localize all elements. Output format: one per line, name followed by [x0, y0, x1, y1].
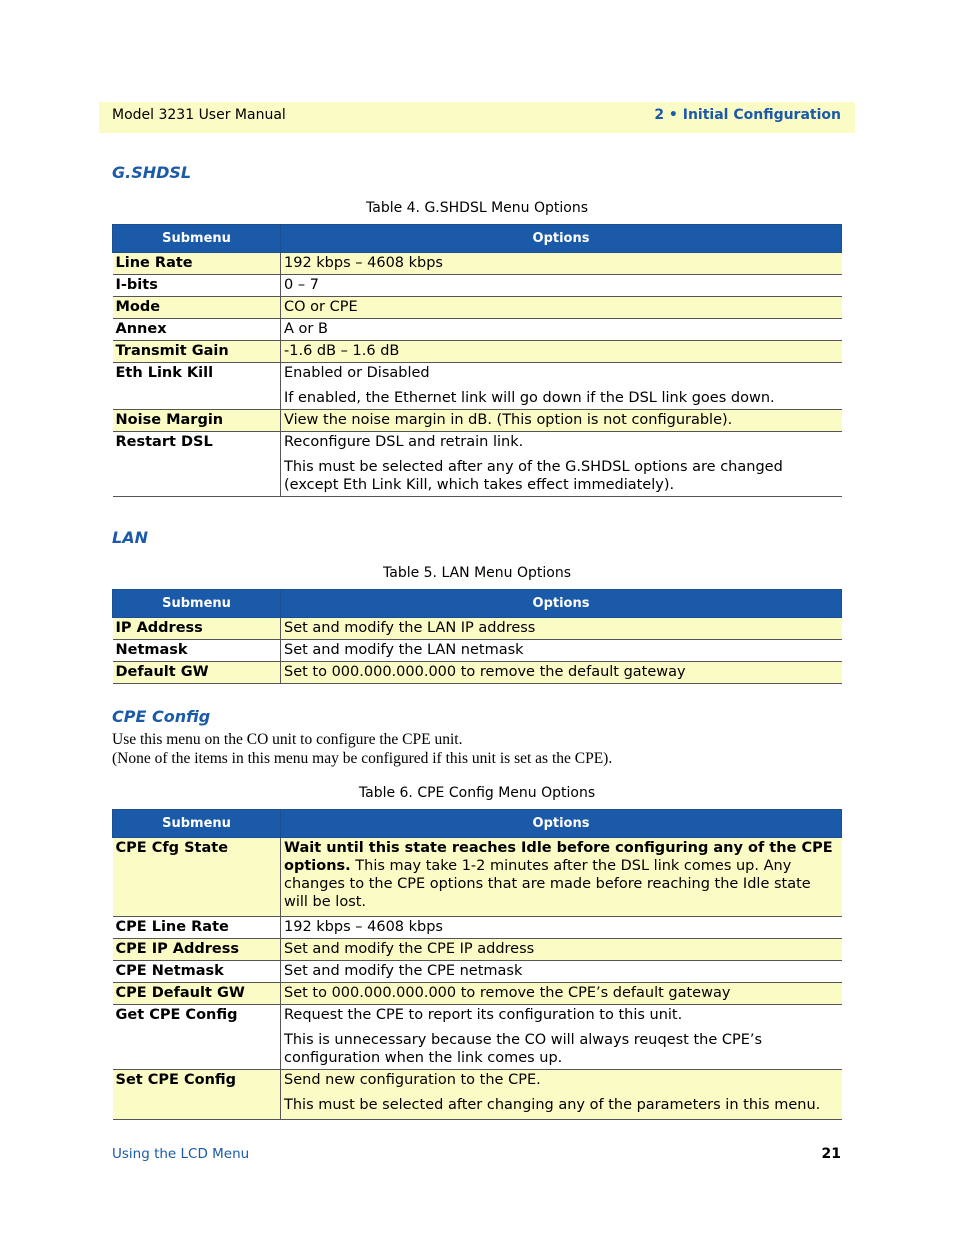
- row-desc-text: -1.6 dB – 1.6 dB: [284, 343, 400, 359]
- row-desc-text: Enabled or Disabled: [284, 365, 430, 381]
- row-desc-text: Set and modify the CPE IP address: [284, 941, 535, 957]
- column-header-options: Options: [281, 810, 842, 838]
- table-row: [113, 961, 842, 983]
- row-name: IP Address: [113, 618, 281, 640]
- row-desc-text: [284, 839, 839, 911]
- row-desc-text: Set and modify the LAN netmask: [284, 642, 524, 658]
- table-row: [113, 297, 842, 319]
- row-desc-text: 192 kbps – 4608 kbps: [284, 255, 443, 271]
- header-manual-title: Model 3231 User Manual: [112, 107, 286, 123]
- row-desc-text: Set to 000.000.000.000 to remove the CPE’s default gateway: [284, 985, 731, 1001]
- row-desc-rest: This may take 1-2 minutes after the DSL link comes up. Any changes to the CPE options that are made before reaching the Idle state will be lost.: [284, 858, 811, 910]
- row-desc: [281, 1070, 842, 1120]
- row-desc-warning: Wait until this state reaches Idle before configuring any of the CPE options.: [284, 840, 833, 874]
- row-desc: [281, 410, 842, 432]
- table-caption-lan: Table 5. LAN Menu Options: [383, 565, 571, 581]
- row-name: Mode: [113, 297, 281, 319]
- row-name: Get CPE Config: [113, 1005, 281, 1070]
- row-desc: [281, 939, 842, 961]
- row-desc-text: Send new configuration to the CPE.: [284, 1072, 541, 1088]
- table-row: [113, 1005, 842, 1070]
- table-header-row: [113, 225, 842, 253]
- row-name: Set CPE Config: [113, 1070, 281, 1120]
- row-desc: [281, 838, 842, 917]
- row-name: CPE Netmask: [113, 961, 281, 983]
- row-desc: [281, 1005, 842, 1070]
- row-name: Noise Margin: [113, 410, 281, 432]
- row-desc-text: Reconfigure DSL and retrain link.: [284, 434, 524, 450]
- table-caption-cpe: Table 6. CPE Config Menu Options: [358, 785, 596, 801]
- row-name: Eth Link Kill: [113, 363, 281, 410]
- section-heading-gshdsl: G.SHDSL: [112, 163, 192, 182]
- row-name: Transmit Gain: [113, 341, 281, 363]
- section-heading-lan: LAN: [112, 528, 148, 547]
- table-row: [113, 432, 842, 497]
- table-row: [113, 410, 842, 432]
- section-heading-cpe-config: CPE Config: [112, 707, 211, 726]
- cpe-intro-line-2: (None of the items in this menu may be configured if this unit is set as the CPE).: [112, 750, 613, 767]
- table-header-row: [113, 590, 842, 618]
- column-header-submenu: Submenu: [113, 590, 281, 618]
- row-desc-text: Set to 000.000.000.000 to remove the default gateway: [284, 664, 686, 680]
- row-name: I-bits: [113, 275, 281, 297]
- row-desc: [281, 297, 842, 319]
- row-desc-text: Set and modify the CPE netmask: [284, 963, 523, 979]
- table-row: [113, 275, 842, 297]
- footer-section-title: Using the LCD Menu: [112, 1146, 250, 1162]
- table-row: [113, 363, 842, 410]
- table-caption-gshdsl: Table 4. G.SHDSL Menu Options: [366, 200, 588, 216]
- table-row: [113, 618, 842, 640]
- row-desc-text: View the noise margin in dB. (This option is not configurable).: [284, 412, 733, 428]
- row-desc-text: If enabled, the Ethernet link will go down if the DSL link goes down.: [284, 390, 775, 406]
- table-row: [113, 640, 842, 662]
- row-desc: [281, 961, 842, 983]
- table-row: [113, 341, 842, 363]
- row-name: Annex: [113, 319, 281, 341]
- row-name: Netmask: [113, 640, 281, 662]
- row-desc-text: CO or CPE: [284, 299, 358, 315]
- table-row: [113, 253, 842, 275]
- row-desc: [281, 917, 842, 939]
- row-desc-text: This must be selected after changing any of the parameters in this menu.: [284, 1097, 821, 1113]
- column-header-submenu: Submenu: [113, 225, 281, 253]
- row-name: CPE Line Rate: [113, 917, 281, 939]
- row-desc-text: 0 – 7: [284, 277, 319, 293]
- row-desc-text: This must be selected after any of the G.SHDSL options are changed (except Eth Link Kill, which takes effect immediately).: [284, 459, 783, 493]
- table-cpe-config: [112, 809, 842, 1120]
- column-header-submenu: Submenu: [113, 810, 281, 838]
- table-row: [113, 662, 842, 684]
- column-header-options: Options: [281, 225, 842, 253]
- row-desc: [281, 983, 842, 1005]
- table-row: [113, 319, 842, 341]
- row-desc: [281, 341, 842, 363]
- table-lan: [112, 589, 842, 684]
- table-row: [113, 939, 842, 961]
- table-row: [113, 1070, 842, 1120]
- row-desc: [281, 275, 842, 297]
- row-desc: [281, 432, 842, 497]
- row-desc: [281, 363, 842, 410]
- table-row: [113, 917, 842, 939]
- table-row: [113, 838, 842, 917]
- row-desc: [281, 640, 842, 662]
- header-chapter: 2 • Initial Configuration: [654, 107, 841, 123]
- row-desc-text: A or B: [284, 321, 328, 337]
- row-desc-text: This is unnecessary because the CO will always reuqest the CPE’s configuration when the link comes up.: [284, 1032, 763, 1066]
- row-name: CPE Cfg State: [113, 838, 281, 917]
- row-desc: [281, 662, 842, 684]
- column-header-options: Options: [281, 590, 842, 618]
- row-name: CPE Default GW: [113, 983, 281, 1005]
- row-desc: [281, 319, 842, 341]
- table-row: [113, 983, 842, 1005]
- cpe-intro-line-1: Use this menu on the CO unit to configure the CPE unit.: [112, 731, 463, 748]
- table-gshdsl: [112, 224, 842, 497]
- row-desc-text: Set and modify the LAN IP address: [284, 620, 536, 636]
- row-name: Line Rate: [113, 253, 281, 275]
- row-desc-text: 192 kbps – 4608 kbps: [284, 919, 443, 935]
- row-desc-text: Request the CPE to report its configuration to this unit.: [284, 1007, 683, 1023]
- table-header-row: [113, 810, 842, 838]
- row-desc: [281, 253, 842, 275]
- row-name: Restart DSL: [113, 432, 281, 497]
- page-number: 21: [821, 1146, 841, 1162]
- row-name: Default GW: [113, 662, 281, 684]
- row-desc: [281, 618, 842, 640]
- row-name: CPE IP Address: [113, 939, 281, 961]
